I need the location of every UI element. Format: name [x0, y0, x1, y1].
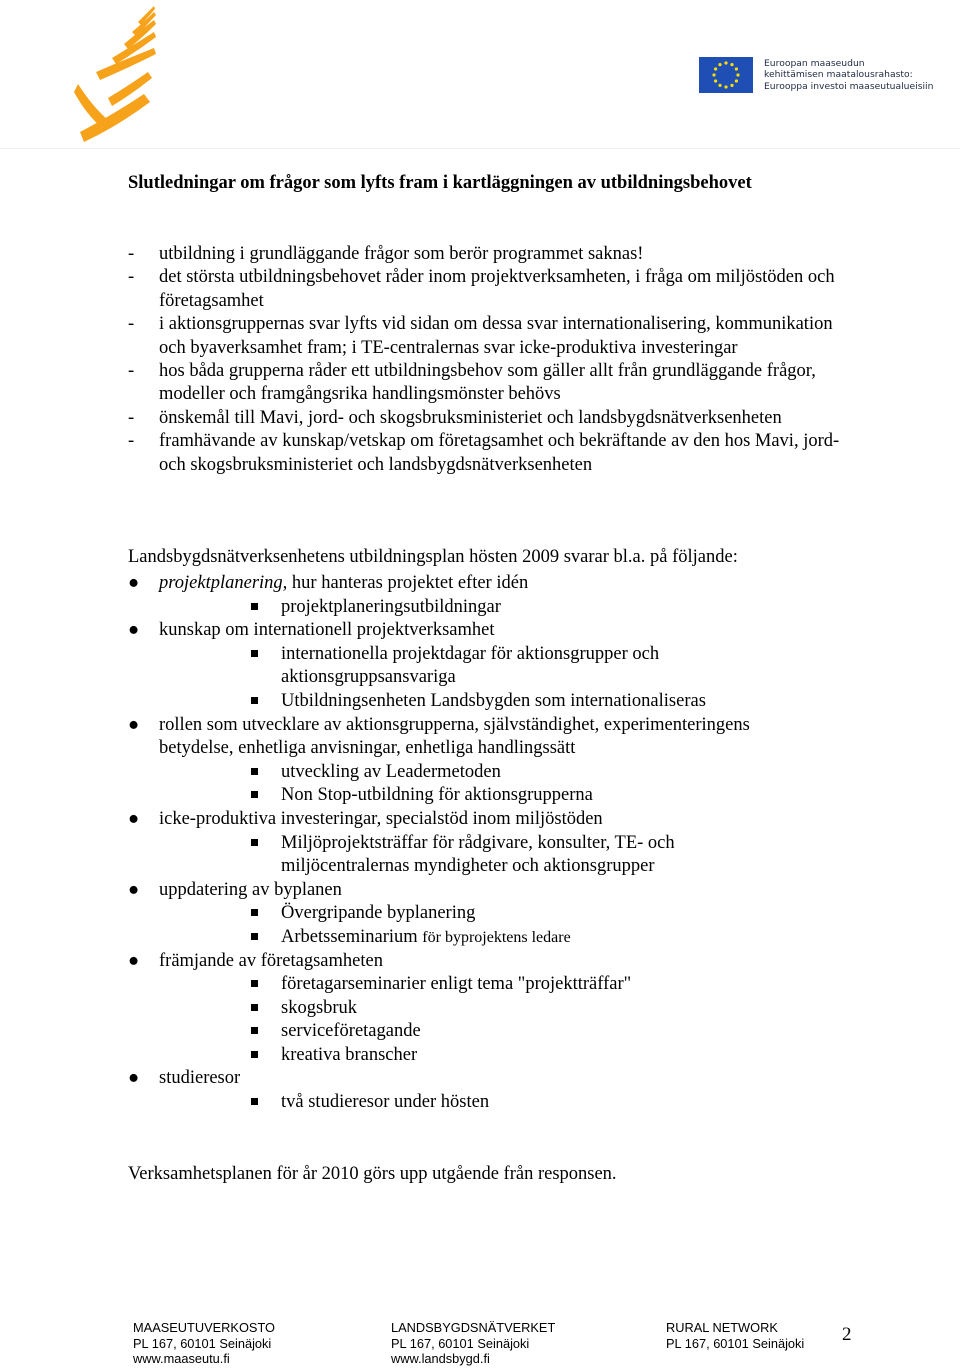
list-item: internationella projektdagar för aktionsgrupper och aktionsgruppsansvariga — [159, 643, 701, 690]
square-bullet-icon — [251, 1027, 258, 1034]
list-item: ● rollen som utvecklare av aktionsgrupperna, självständighet, experimenteringens betydelse, enhetliga anvisningar, enhetliga handlingssätt utveckling av Leadermetoden Non Stop-utbildning för aktionsgrupperna — [128, 714, 828, 808]
list-item: Övergripande byplanering — [159, 902, 828, 926]
bullet-icon: ● — [128, 1068, 140, 1089]
square-bullet-icon — [251, 768, 258, 775]
list-item: Miljöprojektsträffar för rådgivare, konsulter, TE- och miljöcentralernas myndigheter och aktionsgrupper — [159, 832, 721, 879]
list-item: ● främjande av företagsamheten företagarseminarier enligt tema "projektträffar" skogsbruk serviceföretagande kreativa branscher — [128, 950, 828, 1068]
bullet-icon: ● — [128, 879, 140, 900]
list-item: - hos båda grupperna råder ett utbildningsbehov som gäller allt från grundläggande frågor, modeller och framgångsrika handlingsmönster behövs — [128, 361, 816, 405]
square-bullet-icon — [251, 697, 258, 704]
eu-text-line: kehittämisen maatalousrahasto: — [764, 69, 913, 81]
square-bullet-icon — [251, 909, 258, 916]
list-item: Arbetsseminarium för byprojektens ledare — [159, 926, 828, 950]
list-item: - framhävande av kunskap/vetskap om företagsamhet och bekräftande av den hos Mavi, jord- och skogsbruksministeriet och landsbygdsnätverksenheten — [128, 431, 840, 475]
page-footer — [0, 1320, 960, 1369]
footer-link[interactable]: www.landsbygd.fi — [391, 1351, 490, 1367]
square-bullet-icon — [251, 1004, 258, 1011]
list-item: skogsbruk — [159, 997, 828, 1021]
document-title: Slutledningar om frågor som lyfts fram i kartläggningen av utbildningsbehovet — [128, 173, 752, 193]
bullet-icon: ● — [128, 573, 140, 593]
list-item: ● icke-produktiva investeringar, specialstöd inom miljöstöden Miljöprojektsträffar för rådgivare, konsulter, TE- och miljöcentralernas myndigheter och aktionsgrupper — [128, 808, 828, 879]
footer-column-sv: LANDSBYGDSNÄTVERKET PL 167, 60101 Seinäjoki www.landsbygd.fi — [391, 1320, 556, 1367]
list-item: ● projektplanering, hur hanteras projektet efter idén projektplaneringsutbildningar — [128, 572, 828, 619]
maaseutu-logo-icon — [74, 2, 166, 144]
conclusions-list — [128, 243, 899, 477]
square-bullet-icon — [251, 1098, 258, 1105]
list-item: - utbildning i grundläggande frågor som berör programmet saknas! — [128, 244, 644, 264]
bullet-icon: ● — [128, 808, 140, 829]
square-bullet-icon — [251, 1051, 258, 1058]
square-bullet-icon — [251, 980, 258, 987]
bullet-icon: ● — [128, 714, 140, 735]
closing-paragraph: Verksamhetsplanen för år 2010 görs upp utgående från responsen. — [128, 1164, 617, 1184]
eu-fund-text — [764, 58, 933, 92]
square-bullet-icon — [251, 839, 258, 846]
training-plan-list — [128, 572, 828, 1115]
list-item: Non Stop-utbildning för aktionsgrupperna — [159, 784, 828, 808]
bullet-icon: ● — [128, 620, 140, 641]
square-bullet-icon — [251, 650, 258, 657]
eu-text-line: Eurooppa investoi maaseutualueisiin — [764, 80, 934, 92]
plan-intro: Landsbygdsnätverksenhetens utbildningsplan hösten 2009 svarar bl.a. på följande: — [128, 547, 738, 567]
square-bullet-icon — [251, 933, 258, 940]
page-header — [0, 0, 960, 149]
square-bullet-icon — [251, 791, 258, 798]
footer-link[interactable]: www.maaseutu.fi — [133, 1351, 230, 1367]
page-number: 2 — [842, 1324, 852, 1345]
list-item: - önskemål till Mavi, jord- och skogsbruksministeriet och landsbygdsnätverksenheten — [128, 407, 782, 428]
footer-column-en: RURAL NETWORK PL 167, 60101 Seinäjoki — [666, 1320, 805, 1351]
list-item: ● studieresor två studieresor under hösten — [128, 1067, 828, 1114]
list-item: kreativa branscher — [159, 1044, 828, 1068]
list-item: serviceföretagande — [159, 1020, 828, 1044]
list-item: - i aktionsgruppernas svar lyfts vid sidan om dessa svar internationalisering, kommunikation och byaverksamhet fram; i TE-centralernas svar icke-produktiva investeringar — [128, 314, 833, 358]
footer-column-fi: MAASEUTUVERKOSTO PL 167, 60101 Seinäjoki www.maaseutu.fi — [133, 1320, 275, 1367]
eu-flag-icon — [699, 57, 753, 93]
list-item: Utbildningsenheten Landsbygden som internationaliseras — [159, 690, 828, 714]
list-item: ● uppdatering av byplanen Övergripande byplanering Arbetsseminarium för byprojektens ledare — [128, 879, 828, 950]
list-item: - det största utbildningsbehovet råder inom projektverksamheten, i fråga om miljöstöden och företagsamhet — [128, 267, 835, 311]
list-item: två studieresor under hösten — [159, 1091, 828, 1115]
list-item: projektplaneringsutbildningar — [159, 596, 828, 620]
list-item: företagarseminarier enligt tema "projektträffar" — [159, 973, 828, 997]
square-bullet-icon — [251, 603, 258, 610]
list-item: utveckling av Leadermetoden — [159, 761, 828, 785]
bullet-icon: ● — [128, 950, 140, 971]
list-item: ● kunskap om internationell projektverksamhet internationella projektdagar för aktionsgrupper och aktionsgruppsansvariga Utbildningsenheten Landsbygden som internationaliseras — [128, 619, 828, 713]
eu-text-line: Euroopan maaseudun — [764, 58, 865, 69]
